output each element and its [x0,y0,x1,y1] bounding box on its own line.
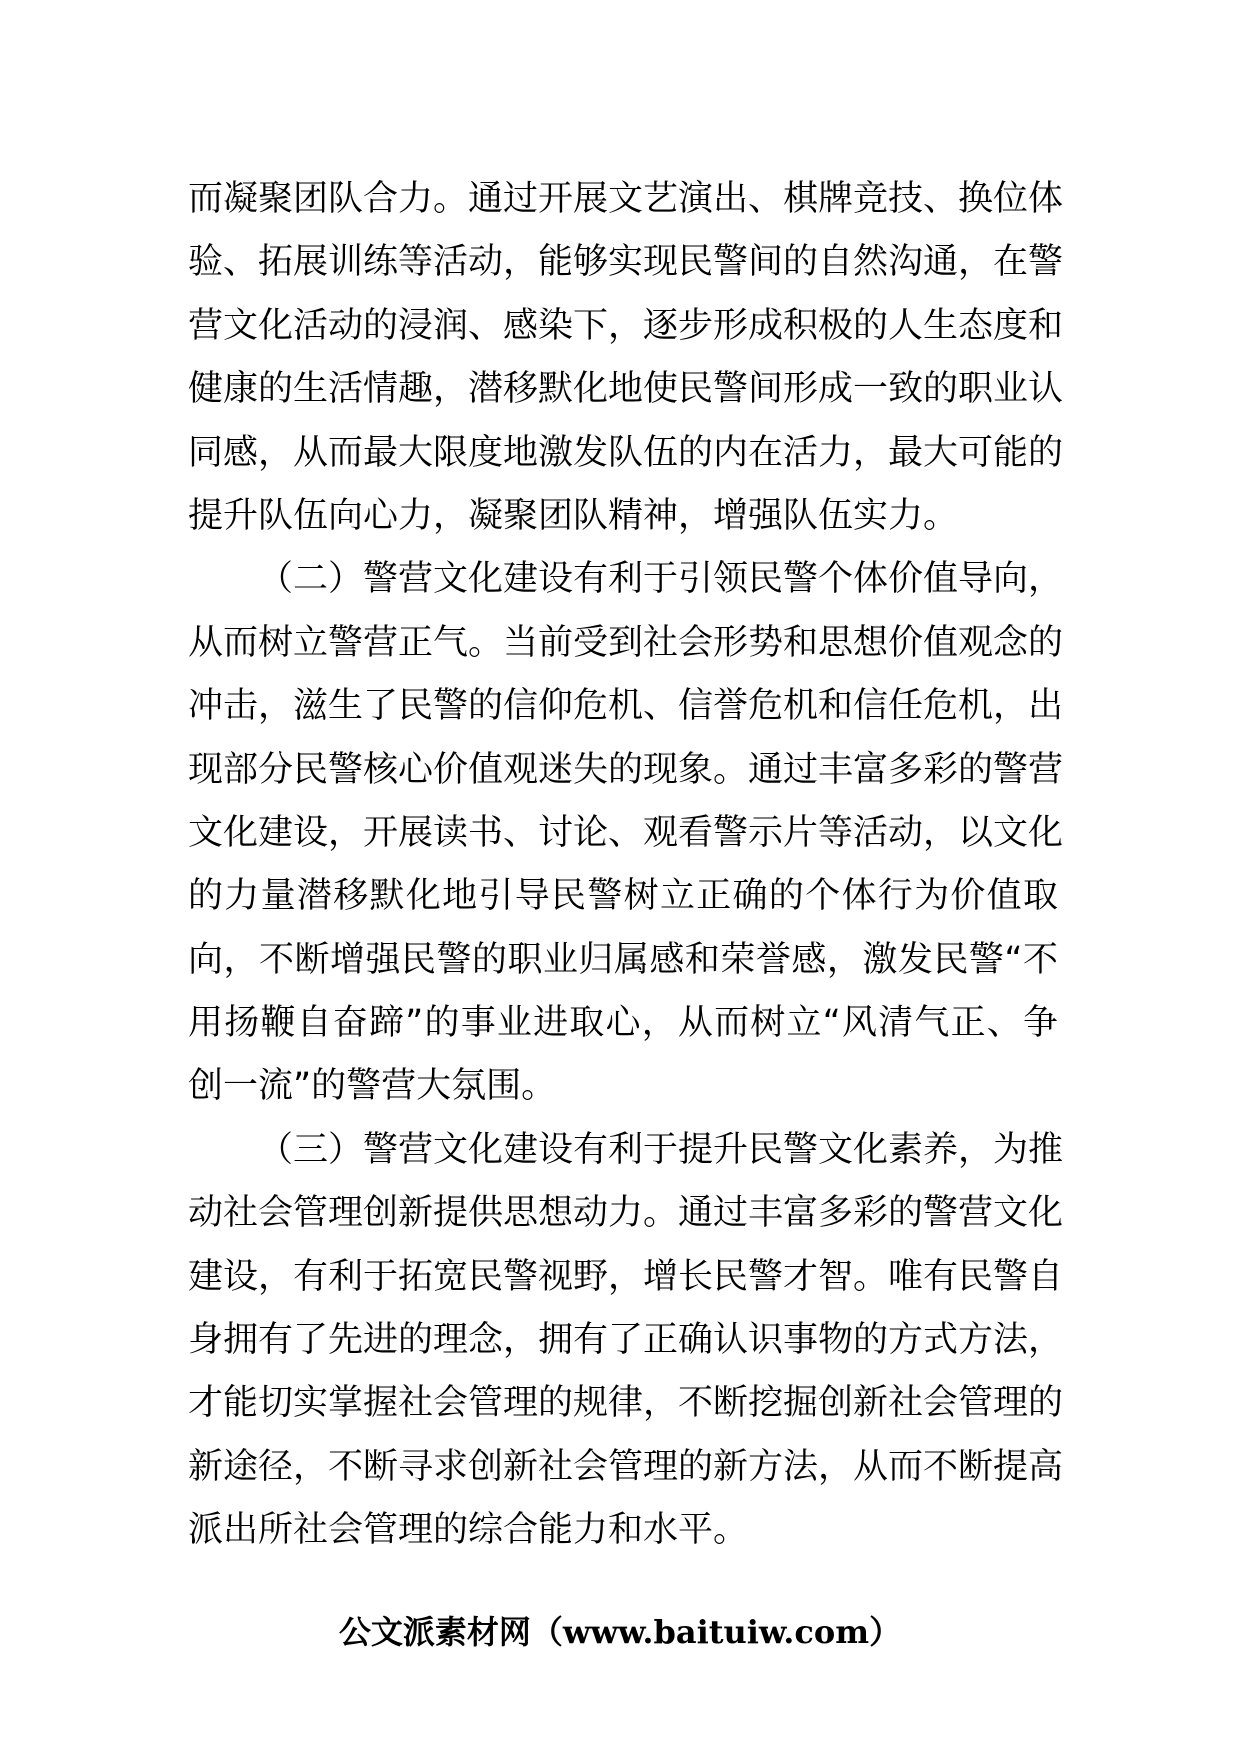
text-line: 同感，从而最大限度地激发队伍的内在活力，最大可能的 [188,432,1064,473]
text-line: 验、拓展训练等活动，能够实现民警间的自然沟通，在警 [188,242,1064,283]
text-line: 新途径，不断寻求创新社会管理的新方法，从而不断提高 [188,1446,1064,1487]
text-line: 冲击，滋生了民警的信仰危机、信誉危机和信任危机，出 [188,686,1064,727]
text-line: 派出所社会管理的综合能力和水平。 [188,1510,749,1551]
text-line: 用扬鞭自奋蹄”的事业进取心，从而树立“风清气正、争 [188,1003,1058,1044]
text-line: 建设，有利于拓宽民警视野，增长民警才智。唯有民警自 [188,1256,1064,1297]
text-line: 文化建设，开展读书、讨论、观看警示片等活动，以文化 [188,812,1064,853]
text-line: 现部分民警核心价值观迷失的现象。通过丰富多彩的警营 [188,749,1064,790]
text-line: 创一流”的警营大氛围。 [188,1066,557,1107]
paragraph-1 [188,168,1064,548]
text-line: 才能切实掌握社会管理的规律，不断挖掘创新社会管理的 [188,1383,1064,1424]
text-line: 的力量潜移默化地引导民警树立正确的个体行为价值取 [188,876,1058,917]
paragraph-3 [188,1119,1064,1563]
text-line: （二）警营文化建设有利于引领民警个体价值导向， [258,559,1064,600]
text-line: 从而树立警营正气。当前受到社会形势和思想价值观念的 [188,622,1064,663]
document-body [188,168,1064,1563]
text-line: （三）警营文化建设有利于提升民警文化素养，为推 [258,1129,1064,1170]
text-line: 健康的生活情趣，潜移默化地使民警间形成一致的职业认 [188,369,1064,410]
text-line: 而凝聚团队合力。通过开展文艺演出、棋牌竞技、换位体 [188,179,1064,219]
text-line: 向，不断增强民警的职业归属感和荣誉感，激发民警“不 [188,939,1058,980]
page-footer: 公文派素材网（www.baituiw.com） [338,1613,902,1651]
text-line: 提升队伍向心力，凝聚团队精神，增强队伍实力。 [188,495,959,536]
paragraph-2 [188,548,1064,1119]
text-line: 动社会管理创新提供思想动力。通过丰富多彩的警营文化 [188,1193,1064,1234]
text-line: 身拥有了先进的理念，拥有了正确认识事物的方式方法， [188,1320,1064,1361]
text-line: 营文化活动的浸润、感染下，逐步形成积极的人生态度和 [188,305,1064,346]
